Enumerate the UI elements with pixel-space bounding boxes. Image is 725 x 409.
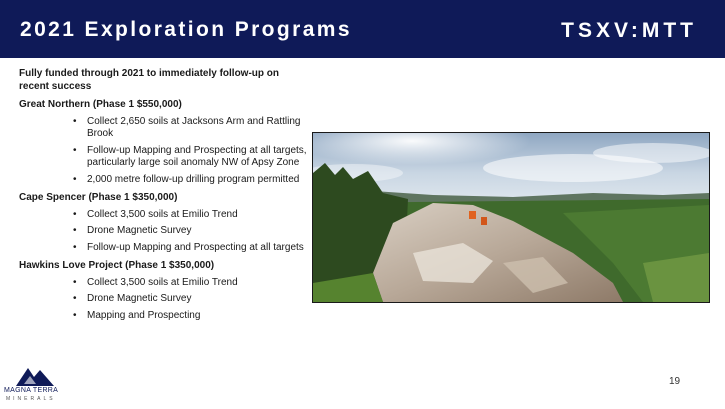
- section-title: Cape Spencer (Phase 1 $350,000): [19, 192, 178, 203]
- intro-text: Fully funded through 2021 to immediately follow-up on recent success: [19, 68, 280, 92]
- bullet-item: • Drone Magnetic Survey: [87, 293, 309, 306]
- bullet-item: • 2,000 metre follow-up drilling program permitted: [87, 174, 309, 187]
- page-number: 19: [669, 376, 681, 387]
- bullet-item: • Collect 3,500 soils at Emilio Trend: [87, 277, 309, 290]
- outcrop-photo: [312, 132, 710, 303]
- section-cape-spencer: [19, 192, 309, 254]
- logo-name: MAGNA TERRA: [4, 387, 59, 394]
- slide-title: 2021 Exploration Programs: [20, 18, 352, 41]
- bullet-list: [19, 116, 309, 187]
- bullet-item: • Collect 2,650 soils at Jacksons Arm and Rattling Brook: [87, 116, 309, 141]
- bullet-item: • Follow-up Mapping and Prospecting at all targets, particularly large soil anomaly NW of Apsy Zone: [87, 145, 309, 170]
- bullet-item: • Collect 3,500 soils at Emilio Trend: [87, 209, 309, 222]
- section-title: Hawkins Love Project (Phase 1 $350,000): [19, 260, 215, 271]
- bullet-list: [19, 277, 309, 323]
- section-title: Great Northern (Phase 1 $550,000): [19, 99, 182, 110]
- section-great-northern: [19, 99, 309, 186]
- bullet-list: [19, 209, 309, 255]
- content-column: [19, 68, 309, 328]
- header-bar: [0, 0, 725, 58]
- logo-subtitle: MINERALS: [6, 396, 56, 402]
- ticker-symbol: TSXV:MTT: [561, 19, 697, 42]
- bullet-item: • Follow-up Mapping and Prospecting at all targets: [87, 242, 309, 255]
- bullet-item: • Drone Magnetic Survey: [87, 225, 309, 238]
- section-hawkins-love: [19, 260, 309, 322]
- bullet-item: • Mapping and Prospecting: [87, 310, 309, 323]
